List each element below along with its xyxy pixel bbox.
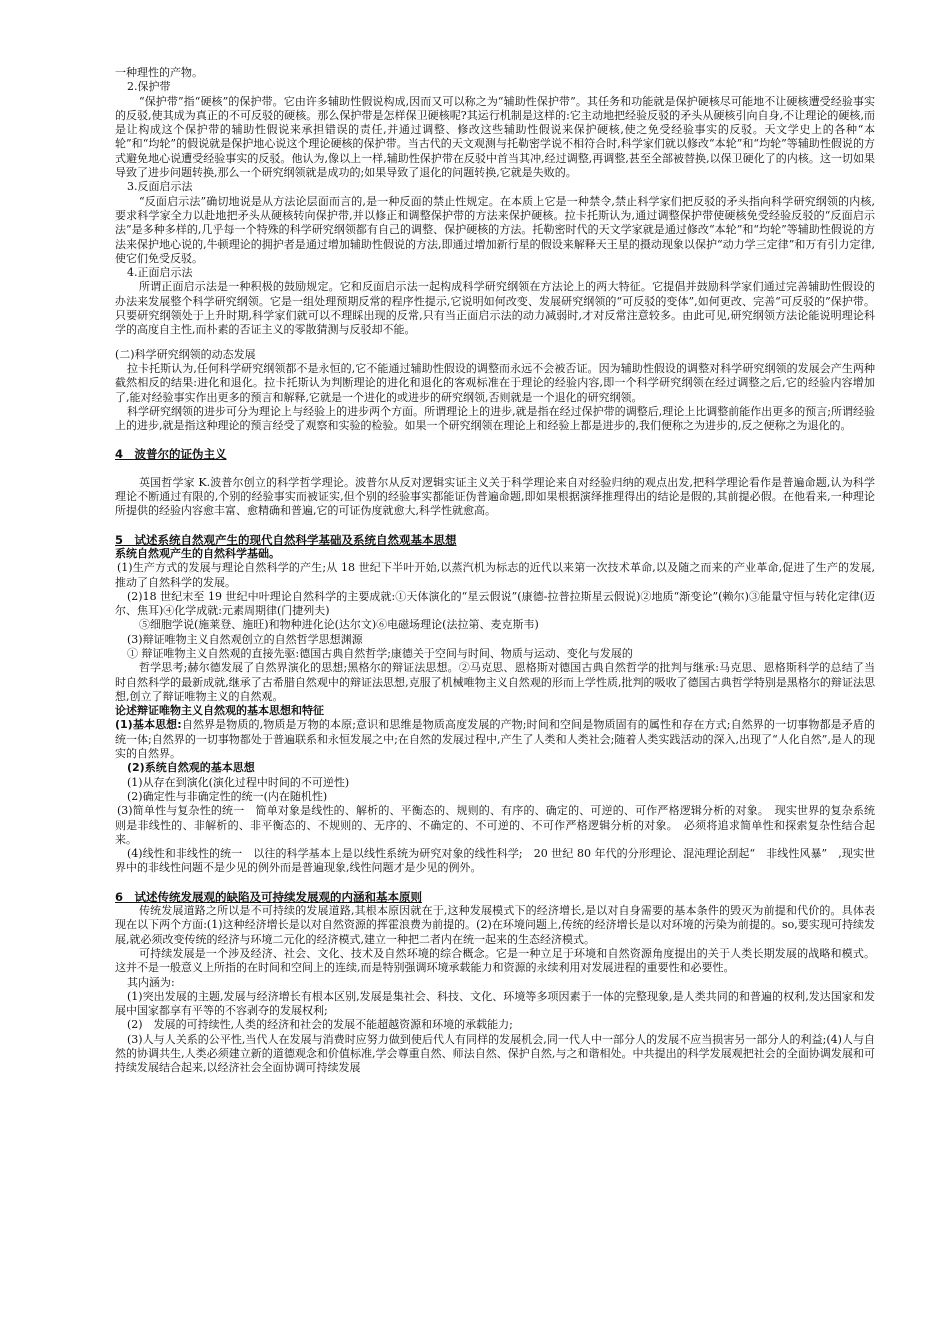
section-title-system-nature: 5 试述系统自然观产生的现代自然科学基础及系统自然观基本思想: [115, 532, 457, 547]
section-title-sustainable-development: 6 试述传统发展观的缺陷及可持续发展观的内涵和基本原则: [115, 889, 422, 904]
paragraph: “保护带”指“硬核”的保护带。它由许多辅助性假说构成,因而又可以称之为“辅助性保护带”。其任务和功能就是保护硬核尽可能地不让硬核遭受经验事实的反驳,使其成为真正的不可反驳的硬核。那么保护带是怎样保卫硬核呢?其运行机制是这样的:它主动地把经验反驳的矛头从硬核引向自身,不让理论的硬核,而是让构成这个保护带的辅助性假说来承担错误的责任,并通过调整、修改这些辅助性假说来保护硬核,使之免受经验事实的反驳。天文学史上的各种“本轮”和“均轮”的假说就是保护地心说这个理论硬核的保护带。当古代的天文观测与托勒密学说不相符合时,科学家们就以修改“本轮”和“均轮”等辅助性假说的方式避免地心说遭受经验事实的反驳。他认为,像以上一样,辅助性保护带在反驳中首当其冲,经过调整,再调整,甚至全部被替换,以保卫硬化了的内核。这一切如果导致了进步问题转换,那么一个研究纲领就是成功的;如果导致了退化的问题转换,它就是失败的。: [115, 94, 875, 180]
list-item: (3)辩证唯物主义自然观创立的自然哲学思想渊源: [127, 632, 363, 646]
paragraph: 传统发展道路之所以是不可持续的发展道路,其根本原因就在于,这种发展模式下的经济增长,是以对自身需要的基本条件的毁灭为前提和代价的。具体表现在以下两个方面:(1)这种经济增长是以对自然资源的挥霍浪费为前提的。(2)在环境问题上,传统的经济增长是以对环境的污染为前提的。so,要实现可持续发展,就必须改变传统的经济与环境二元化的经济模式,建立一种把二者内在统一起来的生态经济模式。: [115, 904, 875, 946]
subheading-science-basis: 系统自然观产生的自然科学基础。: [115, 546, 280, 560]
subheading-connotation: 其内涵为:: [127, 975, 175, 989]
list-item: (2)确定性与非确定性的统一(内在随机性): [127, 789, 328, 803]
list-item: (2) 发展的可持续性,人类的经济和社会的发展不能超越资源和环境的承载能力;: [127, 1018, 513, 1032]
paragraph: 一种理性的产物。: [115, 66, 203, 79]
paragraph: 哲学思考;赫尔德发展了自然界演化的思想;黑格尔的辩证法思想。②马克思、恩格斯对德国古典自然哲学的批判与继承:马克思、恩格斯科学的总结了当时自然科学的最新成就,继承了古希腊自然观中的辩证法思想,克服了机械唯物主义自然观的形而上学性质,批判的吸收了德国古典哲学特别是黑格尔的辩证法思想,创立了辩证唯物主义的自然观。: [115, 661, 875, 703]
subheading-positive-heuristic: 4.正面启示法: [127, 266, 193, 280]
subheading-system-thought: (2)系统自然观的基本思想: [127, 761, 255, 775]
list-item: (3)人与人关系的公平性,当代人在发展与消费时应努力做到使后代人有同样的发展机会,同一代人中一部分人的发展不应当损害另一部分人的利益;(4)人与自然的协调共生,人类必须建立新的道德观念和价值标准,学会尊重自然、师法自然、保护自然,与之和谐相处。中共提出的科学发展观把社会的全面协调发展和可持续发展结合起来,以经济社会全面协调可持续发展: [115, 1032, 875, 1075]
subheading-protective-belt: 2.保护带: [127, 80, 171, 94]
list-item: (3)简单性与复杂性的统一 简单对象是线性的、解析的、平衡态的、规则的、有序的、确定的、可逆的、可作严格逻辑分析的对象。 现实世界的复杂系统则是非线性的、非解析的、非平衡态的、不规则的、无序的、不确定的、不可逆的、不可作严格逻辑分析的对象。 必须将追求简单性和探索复杂性结合起来。: [115, 804, 875, 846]
paragraph: 拉卡托斯认为,任何科学研究纲领都不是永恒的,它不能通过辅助性假设的调整而永远不会被否证。因为辅助性假设的调整对科学研究纲领的发展会产生两种截然相反的结果:进化和退化。拉卡托斯认为判断理论的进化和退化的客观标准在于理论的经验内容,即一个科学研究纲领在经过调整之后,它的经验内容增加了,能对经验事实作出更多的预言和解释,它就是一个进化的或进步的研究纲领,否则就是一个退化的研究纲领。: [115, 361, 875, 404]
document-page: [115, 66, 875, 1076]
list-item: (2)18 世纪末至 19 世纪中叶理论自然科学的主要成就:①天体演化的“星云假说”(康德-拉普拉斯星云假说)②地质“渐变论”(赖尔)③能量守恒与转化定律(迈尔、焦耳)④化学成就:元素周期律(门捷列夫): [115, 589, 875, 618]
section-title-popper: 4 波普尔的证伪主义: [115, 447, 227, 462]
subheading-basic-thought: 论述辩证唯物主义自然观的基本思想和特征: [115, 704, 324, 718]
list-item: (1)突出发展的主题,发展与经济增长有根本区别,发展是集社会、科技、文化、环境等多项因素于一体的完整现象,是人类共同的和普遍的权利,发达国家和发展中国家都享有平等的不容剥夺的发展权利;: [115, 989, 875, 1018]
paragraph: 科学研究纲领的进步可分为理论上与经验上的进步两个方面。所谓理论上的进步,就是指在经过保护带的调整后,理论上比调整前能作出更多的预言;所谓经验上的进步,就是指这种理论的预言经受了观察和实验的检验。如果一个研究纲领在理论上和经验上都是进步的,我们便称之为进步的,反之便称之为退化的。: [115, 404, 875, 433]
list-item: ① 辩证唯物主义自然观的直接先驱:德国古典自然哲学;康德关于空间与时间、物质与运动、变化与发展的: [127, 646, 633, 660]
paragraph: 所谓正面启示法是一种积极的鼓励规定。它和反面启示法一起构成科学研究纲领在方法论上的两大特征。它提倡并鼓励科学家们通过完善辅助性假设的办法来发展整个科学研究纲领。它是一组处理预期反常的程序性提示,它说明如何改变、发展研究纲领的“可反驳的变体”,如何更改、完善“可反驳的”保护带。只要研究纲领处于上升时期,科学家们就可以不理睬出现的反常,只有当正面启示法的动力减弱时,才对反常注意较多。由此可见,研究纲领方法论能说明理论科学的高度自主性,而朴素的否证主义的零散猜测与反驳却不能。: [115, 280, 875, 337]
paragraph: [115, 718, 875, 761]
list-item: (1)从存在到演化(演化过程中时间的不可逆性): [127, 775, 350, 789]
subheading-dynamic-development: (二)科学研究纲领的动态发展: [115, 347, 256, 361]
text-basic-thought: 自然界是物质的,物质是万物的本原;意识和思维是物质高度发展的产物;时间和空间是物质固有的属性和存在方式;自然界的一切事物都是矛盾的统一体;自然界的一切事物都处于普遍联系和永恒发展之中;在自然的发展过程中,产生了人类和人类社会;随着人类实践活动的深入,出现了“人化自然”,是人的现实的自然界。: [115, 718, 875, 761]
list-item: (4)线性和非线性的统一 以往的科学基本上是以线性系统为研究对象的线性科学; 20 世纪 80 年代的分形理论、混沌理论刮起“ 非线性风暴” ,现实世界中的非线性问题不是少见的例外而是普遍现象,线性问题才是少见的例外。: [115, 847, 875, 875]
list-item: (1)生产方式的发展与理论自然科学的产生;从 18 世纪下半叶开始,以蒸汽机为标志的近代以来第一次技术革命,以及随之而来的产业革命,促进了生产的发展,推动了自然科学的发展。: [115, 561, 875, 589]
subheading-negative-heuristic: 3.反面启示法: [127, 180, 193, 194]
list-item: ⑤细胞学说(施莱登、施旺)和物种进化论(达尔文)⑥电磁场理论(法拉第、麦克斯韦): [139, 618, 539, 632]
paragraph: “反面启示法”确切地说是从方法论层面而言的,是一种反面的禁止性规定。在本质上它是一种禁令,禁止科学家们把反驳的矛头指向科学研究纲领的内核,要求科学家全力以赴地把矛头从硬核转向保护带,并以修正和调整保护带的方法来保护硬核。拉卡托斯认为,通过调整保护带使硬核免受经验反驳的“反面启示法”是多种多样的,几乎每一个特殊的科学研究纲领都有自己的调整、保护硬核的方法。托勒密时代的天文学家就是通过修改“本轮”和“均轮”等辅助性假说的方法来保护地心说的,牛顿理论的拥护者是通过增加辅助性假说的方法,即通过增加新行星的假设来解释天王星的摄动现象以保护“动力学三定律”和万有引力定律,使它们免受反驳。: [115, 194, 875, 265]
paragraph: 可持续发展是一个涉及经济、社会、文化、技术及自然环境的综合概念。它是一种立足于环境和自然资源角度提出的关于人类长期发展的战略和模式。这并不是一般意义上所指的在时间和空间上的连续,而是特别强调环境承载能力和资源的永续利用对发展进程的重要性和必要性。: [115, 946, 875, 975]
label-basic-thought: (1)基本思想:: [115, 718, 182, 732]
paragraph: 英国哲学家 K.波普尔创立的科学哲学理论。波普尔从反对逻辑实证主义关于科学理论来自对经验归纳的观点出发,把科学理论看作是普遍命题,认为科学理论不断通过有限的,个别的经验事实而被证实,但个别的经验事实都能证伪普遍命题,即如果根据演绎推理得出的结论是假的,其前提必假。在他看来,一种理论所提供的经验内容愈丰富、愈精确和普遍,它的可证伪度就愈大,科学性就愈高。: [115, 475, 875, 518]
